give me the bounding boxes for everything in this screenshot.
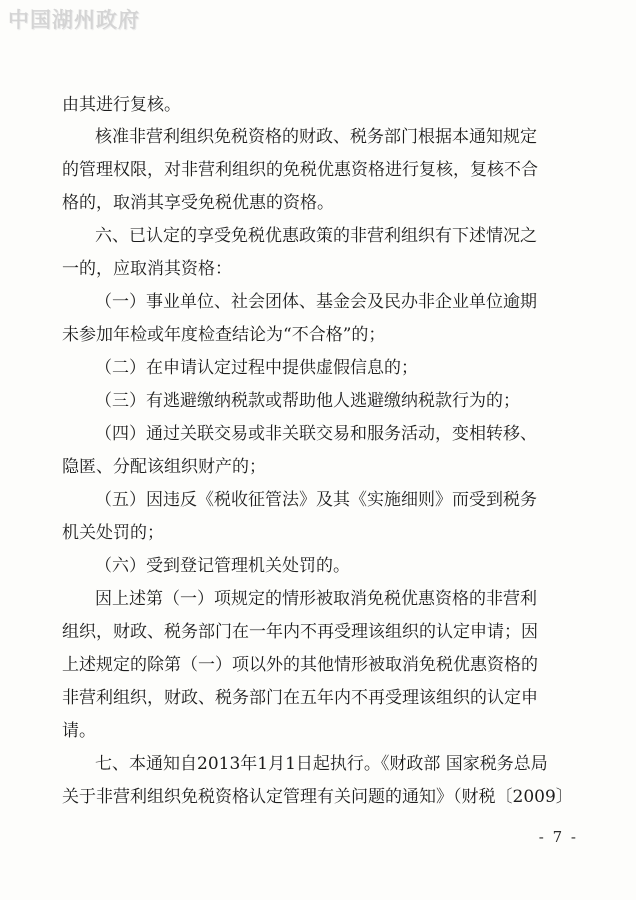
page-number: - 7 - <box>538 828 578 846</box>
text-line: 由其进行复核。 <box>62 95 181 115</box>
text-line: （五）因违反《税收征管法》及其《实施细则》而受到税务 <box>95 490 537 510</box>
text-line: （六）受到登记管理机关处罚的。 <box>95 556 350 576</box>
text-line: 机关处罚的； <box>62 523 164 543</box>
text-line: 组织，财政、税务部门在一年内不再受理该组织的认定申请；因 <box>62 622 538 642</box>
watermark-logo: 中国湖州政府 <box>8 7 140 32</box>
text-line: 核准非营利组织免税资格的财政、税务部门根据本通知规定 <box>95 127 537 147</box>
text-line: 六、已认定的享受免税优惠政策的非营利组织有下述情况之 <box>95 226 537 246</box>
text-line: （一）事业单位、社会团体、基金会及民办非企业单位逾期 <box>95 292 537 312</box>
text-line: （二）在申请认定过程中提供虚假信息的； <box>95 358 418 378</box>
text-line: 请。 <box>62 721 96 741</box>
text-line: 七、本通知自2013年1月1日起执行。《财政部 国家税务总局 <box>95 754 548 774</box>
text-line: 格的，取消其享受免税优惠的资格。 <box>62 193 334 213</box>
text-line: 关于非营利组织免税资格认定管理有关问题的通知》（财税〔2009〕 <box>62 787 573 807</box>
text-line: 未参加年检或年度检查结论为“不合格”的； <box>62 325 386 345</box>
text-line: 隐匿、分配该组织财产的； <box>62 457 266 477</box>
text-line: （三）有逃避缴纳税款或帮助他人逃避缴纳税款行为的； <box>95 391 520 411</box>
text-line: 因上述第（一）项规定的情形被取消免税优惠资格的非营利 <box>95 589 537 609</box>
text-line: 上述规定的除第（一）项以外的其他情形被取消免税优惠资格的 <box>62 655 538 675</box>
text-line: 一的，应取消其资格： <box>62 259 232 279</box>
text-line: 的管理权限，对非营利组织的免税优惠资格进行复核，复核不合 <box>62 160 538 180</box>
text-line: （四）通过关联交易或非关联交易和服务活动，变相转移、 <box>95 424 537 444</box>
text-line: 非营利组织，财政、税务部门在五年内不再受理该组织的认定申 <box>62 688 538 708</box>
